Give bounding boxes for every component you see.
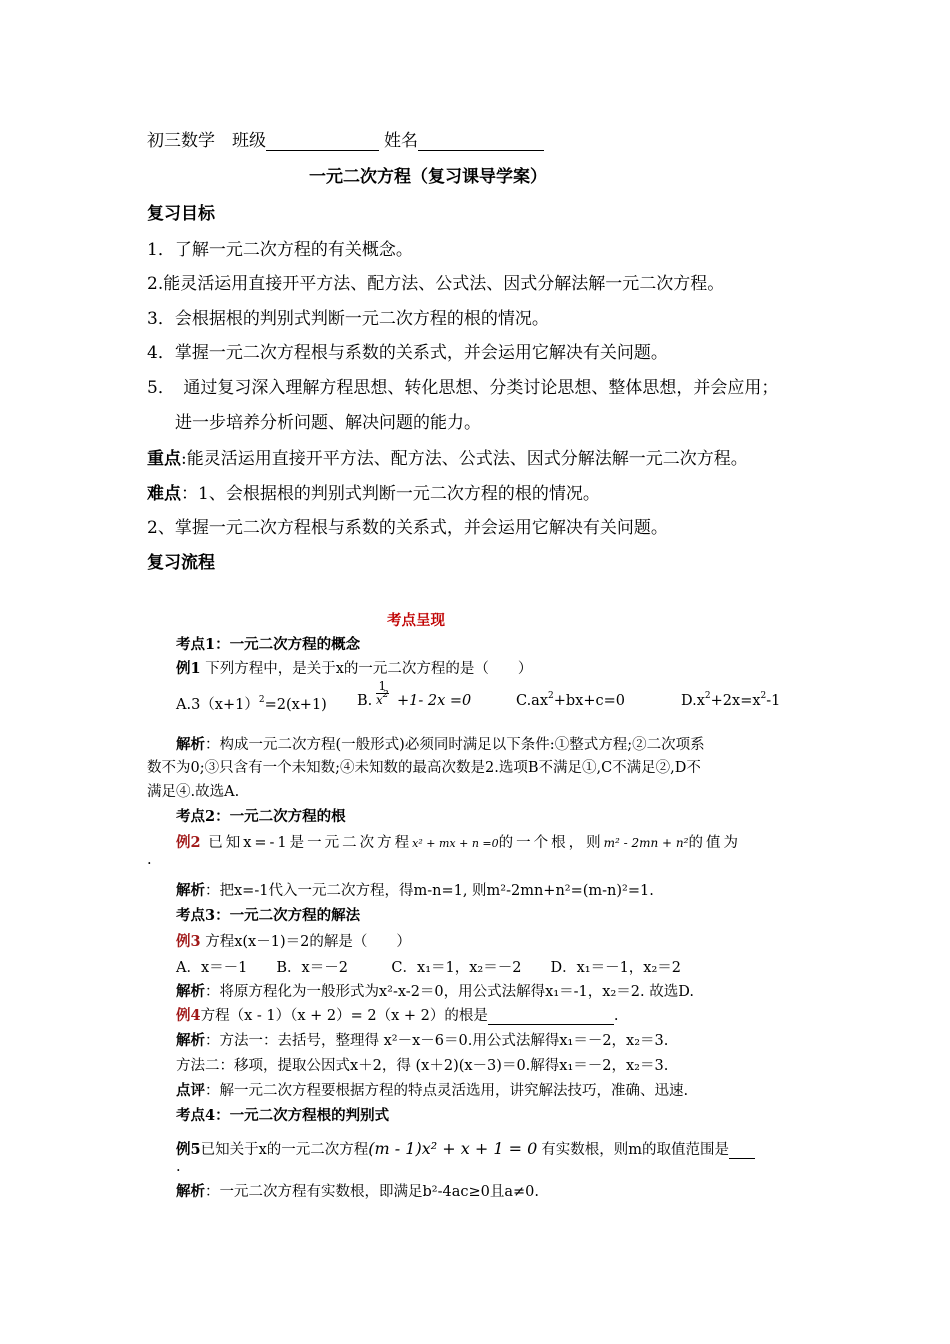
option-d: $D.x^2+2x=x^2-1$: [681, 691, 781, 709]
difficult-point: [147, 479, 600, 504]
name-blank[interactable]: [418, 134, 544, 151]
page-title: 一元二次方程（复习课导学案）: [309, 167, 547, 187]
goal-item-5: 5． 通过复习深入理解方程思想、转化思想、分类讨论思想、整体思想，并会应用；: [147, 378, 779, 398]
ex4-answer-blank[interactable]: [488, 1010, 614, 1025]
kp1-example: [176, 657, 532, 678]
goal-item-3: 3．会根据根的判别式判断一元二次方程的根的情况。: [147, 309, 549, 329]
kp2-dot: .: [147, 852, 152, 868]
ex4-solution-1: 解析：方法一：去括号，整理得 x²－x－6＝0.用公式法解得x₁＝－2，x₂＝3.: [176, 1032, 669, 1049]
ex4: 例4方程（x - 1）（x + 2）= 2（x + 2）的根是 .: [176, 1007, 619, 1024]
kp3-title: 考点3：一元二次方程的解法: [176, 907, 361, 924]
header-line: [147, 126, 544, 151]
kp4-title: 考点4：一元二次方程根的判别式: [176, 1107, 390, 1124]
goal-item-4: 4．掌握一元二次方程根与系数的关系式，并会运用它解决有关问题。: [147, 343, 668, 363]
key-label: 重点: [147, 449, 181, 469]
goal-item-1: 1．了解一元二次方程的有关概念。: [147, 240, 413, 260]
ex3-options: A．x＝－1 B．x＝－2 C．x₁＝1，x₂＝－2 D．x₁＝－1，x₂＝2: [176, 960, 682, 976]
sol1-label: 解析: [176, 736, 205, 753]
ex1-text: 下列方程中，是关于x的一元二次方程的是（ ）: [200, 661, 533, 677]
kp2-example: 例2 已知x=-1是一元二次方程x² + mx + n =0的一个根，则m² - 2mn + n²的值为: [176, 834, 741, 851]
difficult-label: 难点: [147, 484, 181, 504]
option-c: $C.ax^2+bx+c=0$: [516, 691, 626, 709]
ex4-solution-2: 方法二：移项，提取公因式x＋2，得 (x＋2)(x－3)＝0.解得x₁＝－2，x₂＝3.: [176, 1058, 669, 1074]
document-page: 初三数学 班级 姓名 一元二次方程（复习课导学案） 复习目标 1．了解一元二次方程的有关概念。 2.能灵活运用直接开平方法、配方法、公式法、因式分解法解一元二次方程。 3．会根据根的判别式判断一元二次方程的根的情况。 4．掌握一元二次方程根与系数的关系式，并会运用它解决有关问题。 5． 通过复习深入理解方程思想、转化思想、分类讨论思想、整体思想，并会应用； 进一步培养分析问题、解决问题的能力。 重点:能灵活运用直接开平方法、配方法、公式法、因式分解法解一元二次方程。 难点：1、会根据根的判别式判断一元二次方程的根的情况。 2、掌握一元二次方程根与系数的关系式，并会运用它解决有关问题。 复习流程 考点呈现 考点1：一元二次方程的概念 例1 下列方程中，是关于x的一元二次方程的是（ ） $A.3(x+1)^2=2(x+1)$ B. $\frac{1}{x^2}$ +1- 2x =0 $C.ax^2+bx+c=0$ $D.x^2+2x=x^2-1$ 解析：构成一元二次方程(一般形式)必须同时满足以下条件:①整式方程;②二次项系 数不为0;③只含有一个未知数;④未知数的最高次数是2.选项B不满足①,C不满足②,D不 满足④.故选A. 考点2：一元二次方程的根 例2 已知x=-1是一元二次方程x² + mx + n =0的一个根，则m² - 2mn + n²的值为 . 解析：把x=-1代入一元二次方程，得m-n=1, 则m²-2mn+n²=(m-n)²=1. 考点3：一元二次方程的解法 例3 方程x(x－1)＝2的解是（ ） A．x＝－1 B．x＝－2 C．x₁＝1，x₂＝－2 D．x₁＝－1，x₂＝2 解析：将原方程化为一般形式为x²-x-2＝0，用公式法解得x₁＝-1，x₂＝2. 故选D. 例4方程（x - 1）（x + 2）= 2（x + 2）的根是 . 解析：方法一：去括号，整理得 x²－x－6＝0.用公式法解得x₁＝－2，x₂＝3. 方法二：移项，提取公因式x＋2，得 (x＋2)(x－3)＝0.解得x₁＝－2，x₂＝3. 点评：解一元二次方程要根据方程的特点灵活选用，讲究解法技巧，准确、迅速. 考点4：一元二次方程根的判别式 例5已知关于x的一元二次方程(m - 1)x² + x + 1 = 0 有实数根，则m的取值范围是 . 解析：一元二次方程有实数根，即满足b²-4ac≥0且a≠0.: [0, 0, 950, 1344]
ex3-solution: 解析：将原方程化为一般形式为x²-x-2＝0，用公式法解得x₁＝-1，x₂＝2. 故选D.: [176, 983, 694, 1000]
comment: 点评：解一元二次方程要根据方程的特点灵活选用，讲究解法技巧，准确、迅速.: [176, 1082, 689, 1099]
ex5-solution: 解析：一元二次方程有实数根，即满足b²-4ac≥0且a≠0.: [176, 1183, 539, 1200]
kp4-dot: .: [176, 1159, 181, 1175]
section-heading: 考点呈现: [387, 612, 445, 629]
goal-item-2: 2.能灵活运用直接开平方法、配方法、公式法、因式分解法解一元二次方程。: [147, 274, 725, 294]
class-blank[interactable]: [266, 134, 379, 151]
flow-heading: 复习流程: [147, 553, 215, 573]
kp2-solution: 解析：把x=-1代入一元二次方程，得m-n=1, 则m²-2mn+n²=(m-n)²=1.: [176, 882, 654, 899]
ex1-label: 例1: [176, 660, 201, 677]
subject-label: 初三数学: [147, 131, 215, 151]
name-label: 姓名: [384, 131, 418, 151]
key-text: :能灵活运用直接开平方法、配方法、公式法、因式分解法解一元二次方程。: [181, 449, 748, 469]
kp1-solution-1: 解析：构成一元二次方程(一般形式)必须同时满足以下条件:①整式方程;②二次项系: [176, 736, 705, 753]
ex2-label: 例2: [176, 834, 201, 851]
difficult-text-2: 2、掌握一元二次方程根与系数的关系式，并会运用它解决有关问题。: [147, 518, 668, 538]
key-point: [147, 444, 748, 469]
goal-item-5-cont: 进一步培养分析问题、解决问题的能力。: [175, 413, 481, 433]
difficult-text: ：1、会根据根的判别式判断一元二次方程的根的情况。: [181, 484, 600, 504]
kp2-title: 考点2：一元二次方程的根: [176, 808, 346, 825]
kp1-solution-3: 满足④.故选A.: [147, 784, 240, 800]
ex3: 例3 方程x(x－1)＝2的解是（ ）: [176, 933, 411, 950]
class-label: 班级: [232, 131, 266, 151]
option-a: $A.3(x+1)^2=2(x+1)$: [176, 695, 327, 713]
kp1-title: 考点1：一元二次方程的概念: [176, 636, 361, 653]
goals-heading: 复习目标: [147, 204, 215, 224]
ex5: 例5已知关于x的一元二次方程(m - 1)x² + x + 1 = 0 有实数根，则m的取值范围是: [176, 1138, 755, 1159]
option-b-fraction: $\frac{1}{x^2}$: [376, 679, 389, 707]
kp1-solution-2: 数不为0;③只含有一个未知数;④未知数的最高次数是2.选项B不满足①,C不满足②,D不: [147, 760, 701, 776]
ex5-answer-blank[interactable]: [729, 1144, 755, 1159]
